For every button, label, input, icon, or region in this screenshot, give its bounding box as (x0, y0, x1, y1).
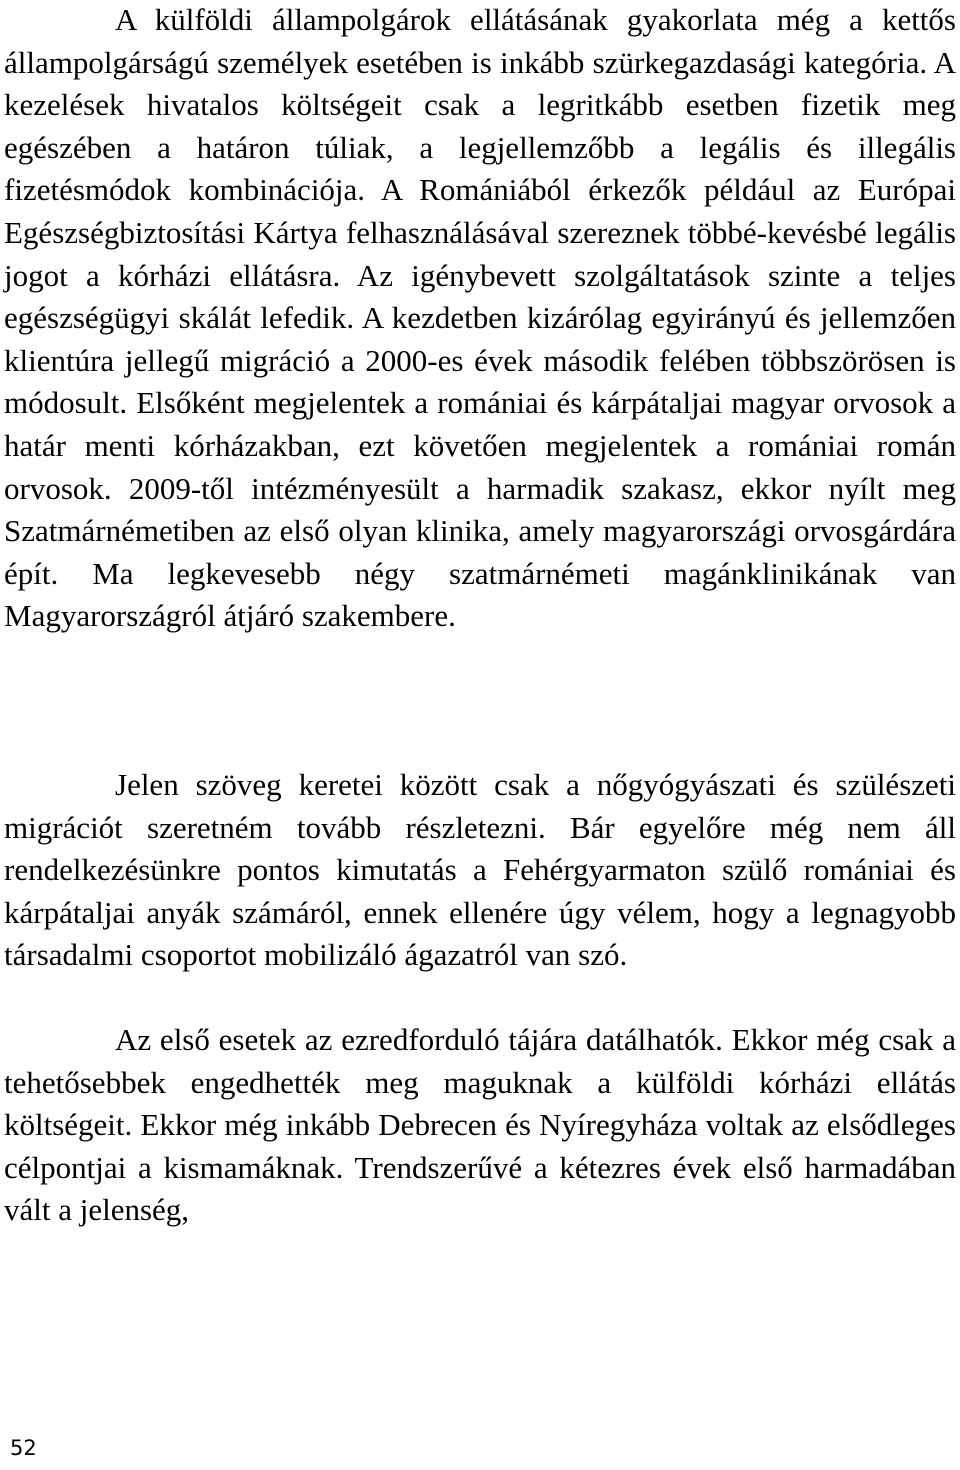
body-paragraph: Az első esetek az ezredforduló tájára datálhatók. Ekkor még csak a tehetősebbek engedhették meg maguknak a külföldi kórházi ellátás költségeit. Ekkor még inkább Debrecen és Nyíregyháza voltak az elsődleges célpontjai a kismamáknak. Trendszerűvé a kétezres évek első harmadában vált a jelenség, (4, 1022, 956, 1228)
document-page (4, 0, 956, 1470)
body-paragraph: Jelen szöveg keretei között csak a nőgyógyászati és szülészeti migrációt szeretném tovább részletezni. Bár egyelőre még nem áll rendelkezésünkre pontos kimutatás a Fehérgyarmaton szülő romániai és kárpátaljai anyák számáról, ennek ellenére úgy vélem, hogy a legnagyobb társadalmi csoportot mobilizáló ágazatról van szó. (4, 767, 956, 973)
body-paragraph: A külföldi állampolgárok ellátásának gyakorlata még a kettős állampolgárságú személyek esetében is inkább szürkegazdasági kategória. A kezelések hivatalos költségeit csak a legritkább esetben fizetik meg egészében a határon túliak, a legjellemzőbb a legális és illegális fizetésmódok kombinációja. A Romániából érkezők például az Európai Egészségbiztosítási Kártya felhasználásával szereznek többé-kevésbé legális jogot a kórházi ellátásra. Az igénybevett szolgáltatások szinte a teljes egészségügyi skálát lefedik. A kezdetben kizárólag egyirányú és jellemzően klientúra jellegű migráció a 2000-es évek második felében többszörösen is módosult. Elsőként megjelentek a romániai és kárpátaljai magyar orvosok a határ menti kórházakban, ezt követően megjelentek a romániai román orvosok. 2009-től intézményesült a harmadik szakasz, ekkor nyílt meg Szatmárnémetiben az első olyan klinika, amely magyarországi orvosgárdára épít. Ma legkevesebb négy szatmárnémeti magánklinikának van Magyarországról átjáró szakembere. (4, 2, 956, 634)
page-number: 52 (10, 1436, 37, 1460)
